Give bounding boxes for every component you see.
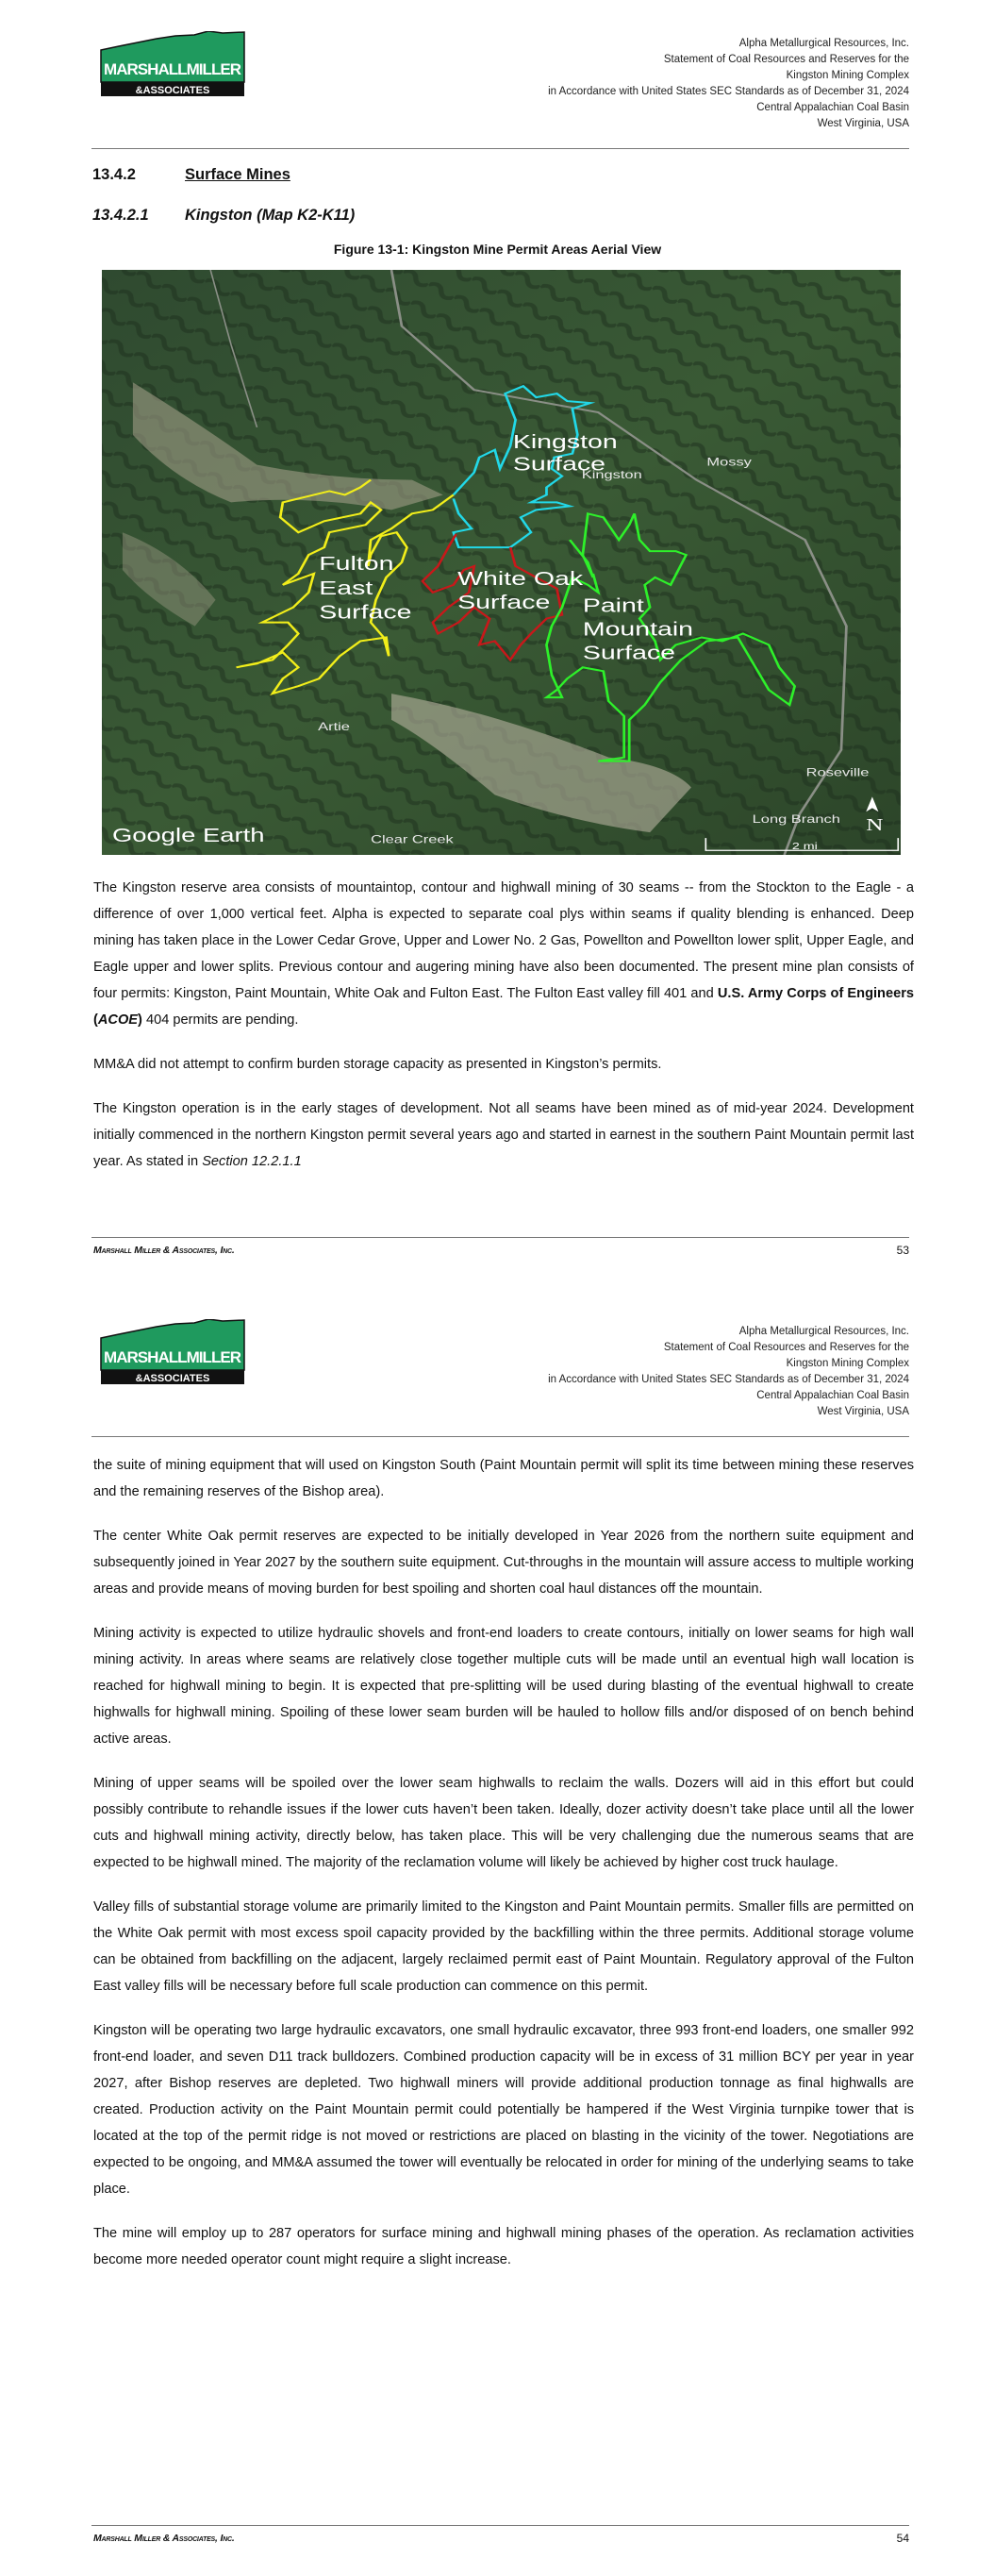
company-logo <box>100 31 245 97</box>
header-line: Statement of Coal Resources and Reserves for the <box>663 54 909 65</box>
bold-run: ) <box>138 1012 142 1028</box>
map-label-kingston: Kingston <box>512 430 618 453</box>
header-divider <box>91 148 909 149</box>
place-roseville: Roseville <box>805 766 870 779</box>
paragraph: MM&A did not attempt to confirm burden storage capacity as presented in Kingston’s permits. <box>93 1057 662 1072</box>
paragraph <box>93 1096 914 1175</box>
place-artie: Artie <box>318 721 350 734</box>
footer-company: Marshall Miller & Associates, Inc. <box>93 1245 235 1256</box>
footer-divider <box>91 2525 909 2526</box>
header-divider <box>91 1436 909 1437</box>
bold-run: U.S. Army Corps of Engineers ( <box>93 986 914 1028</box>
paragraph: Mining activity is expected to utilize hydraulic shovels and front-end loaders to create contours, initially on lower seams for high wall mining activity. In areas where seams are relatively close together multiple cuts will be made until an eventual high wall location is reached for highwall mining to begin. It is expected that pre-splitting will be used during blasting of the eventual highwall to create highwalls for highwall mining. Spoiling of these lower seam burden will be hauled to hollow fills and/or disposed of on bench behind active areas. <box>93 1626 914 1747</box>
scale-label: 2 mi <box>791 840 818 852</box>
map-label-white-oak: White Oak <box>457 567 584 590</box>
map-label-white-oak-surface: Surface <box>457 591 551 613</box>
header-line: Kingston Mining Complex <box>786 1358 909 1369</box>
section-title: Surface Mines <box>185 166 290 183</box>
text-run: The Kingston reserve area consists of mountaintop, contour and highwall mining of 30 seams -- from the Stockton to the Eagle - a difference of over 1,000 vertical feet. Alpha is expected to separate coal plys within seams if quality blending is enhanced. Deep mining has taken place in the Lower Cedar Grove, Upper and Lower No. 2 Gas, Powellton and Powellton lower split, Upper Eagle, and Eagle upper and lower splits. Previous contour and augering mining have also been documented. The present mine plan consists of four permits: Kingston, Paint Mountain, White Oak and Fulton East. The Fulton East valley fill 401 and <box>93 880 914 1001</box>
header-line: in Accordance with United States SEC Standards as of December 31, 2024 <box>548 86 909 97</box>
subsection-heading <box>92 207 356 225</box>
page-54 <box>0 1288 995 2576</box>
header-line: Statement of Coal Resources and Reserves for the <box>663 1342 909 1353</box>
header-line: Alpha Metallurgical Resources, Inc. <box>738 38 909 49</box>
place-clear-creek: Clear Creek <box>371 833 454 846</box>
svg-text:MARSHALLMILLER: MARSHALLMILLER <box>104 60 241 78</box>
paragraph: Valley fills of substantial storage volume are primarily limited to the Kingston and Paint Mountain permits. Smaller fills are permitted on the White Oak permit with most excess spoil capacity provided by the backfilling within the three permits. Additional storage volume can be obtained from backfilling on the adjacent, largely reclaimed permit east of Paint Mountain. Regulatory approval of the Fulton East valley fills will be necessary before full scale production can commence on this permit. <box>93 1899 914 1994</box>
text-run: 404 permits are pending. <box>141 1012 299 1028</box>
header-line: Central Appalachian Coal Basin <box>756 102 909 113</box>
section-heading <box>92 166 290 184</box>
document-header <box>548 36 909 132</box>
paragraph: Kingston will be operating two large hydraulic excavators, one small hydraulic excavator, three 993 front-end loaders, one smaller 992 front-end loader, and seven D11 track bulldozers. Combined production capacity will be in excess of 31 million BCY per year in year 2027, after Bishop reserves are depleted. Two highwall miners will provide additional production tonnage as final highwalls are created. Production activity on the Paint Mountain permit could potentially be hampered if the West Virginia turnpike tower that is located at the top of the permit ridge is not moved or restrictions are placed on blasting in the vicinity of the tower. Negotiations are expected to be ongoing, and MM&A assumed the tower will eventually be relocated in order for mining of the underlying seams to take place. <box>93 2023 914 2197</box>
section-number: 13.4.2 <box>92 166 136 183</box>
paragraph: The mine will employ up to 287 operators for surface mining and highwall mining phases of the operation. As reclamation activities become more needed operator count might require a slight increase. <box>93 2226 914 2267</box>
text-run: The Kingston operation is in the early stages of development. Not all seams have been mined as of mid-year 2024. Development initially commenced in the northern Kingston permit several years ago and started in earnest in the southern Paint Mountain permit last year. As stated in <box>93 1101 914 1169</box>
place-kingston: Kingston <box>581 469 642 482</box>
svg-text:&ASSOCIATES: &ASSOCIATES <box>135 1373 210 1384</box>
google-earth-watermark: Google Earth <box>111 825 265 847</box>
page-number: 53 <box>896 1244 909 1257</box>
paragraph <box>93 875 914 1033</box>
footer-company: Marshall Miller & Associates, Inc. <box>93 2533 235 2544</box>
header-line: Alpha Metallurgical Resources, Inc. <box>738 1326 909 1337</box>
place-mossy: Mossy <box>706 456 752 469</box>
svg-text:&ASSOCIATES: &ASSOCIATES <box>135 85 210 96</box>
north-label: N <box>866 814 884 835</box>
svg-text:MARSHALLMILLER: MARSHALLMILLER <box>104 1348 241 1366</box>
map-label-fulton: Fulton <box>319 552 394 575</box>
body-text <box>93 1452 914 2291</box>
header-line: Central Appalachian Coal Basin <box>756 1390 909 1401</box>
subsection-title: Kingston (Map K2-K11) <box>185 207 356 224</box>
map-label-paint: Paint <box>582 594 644 617</box>
header-line: Kingston Mining Complex <box>786 70 909 81</box>
paragraph: The center White Oak permit reserves are expected to be initially developed in Year 2026 from the northern suite equipment and subsequently joined in Year 2027 by the southern suite equipment. Cut-throughs in the mountain will assure access to multiple working areas and provide means of moving burden for best spoiling and shorten coal haul distances off the mountain. <box>93 1529 914 1597</box>
aerial-map <box>102 270 901 855</box>
map-label-paint-mountain: Mountain <box>582 618 694 641</box>
header-line: West Virginia, USA <box>817 118 909 129</box>
header-line: West Virginia, USA <box>817 1406 909 1417</box>
acronym: ACOE <box>97 1012 139 1028</box>
body-text <box>93 875 914 1193</box>
figure-caption: Figure 13-1: Kingston Mine Permit Areas Aerial View <box>333 242 662 257</box>
company-logo <box>100 1319 245 1385</box>
map-label-kingston-surface: Surface <box>512 453 605 476</box>
map-label-paint-surface: Surface <box>582 642 676 664</box>
document-header <box>548 1324 909 1420</box>
paragraph: Mining of upper seams will be spoiled over the lower seam highwalls to reclaim the walls. Dozers will aid in this effort but could possibly contribute to rehandle issues if the lower cuts haven’t been taken. Ideally, dozer activity doesn’t take place until all the lower cuts and highwall mining activity, directly below, has taken place. This will be very challenging due the numerous seams that are expected to be highwall mined. The majority of the reclamation volume will likely be achieved by higher cost truck haulage. <box>93 1776 914 1870</box>
page-number: 54 <box>896 2532 909 2545</box>
paragraph: the suite of mining equipment that will used on Kingston South (Paint Mountain permit will split its time between mining these reserves and the remaining reserves of the Bishop area). <box>93 1458 914 1499</box>
section-reference: Section 12.2.1.1 <box>202 1154 302 1169</box>
map-label-fulton-surface: Surface <box>319 601 412 624</box>
map-label-fulton-east: East <box>319 577 373 599</box>
header-line: in Accordance with United States SEC Standards as of December 31, 2024 <box>548 1374 909 1385</box>
subsection-number: 13.4.2.1 <box>92 207 149 224</box>
place-long-branch: Long Branch <box>752 813 840 827</box>
footer-divider <box>91 1237 909 1238</box>
